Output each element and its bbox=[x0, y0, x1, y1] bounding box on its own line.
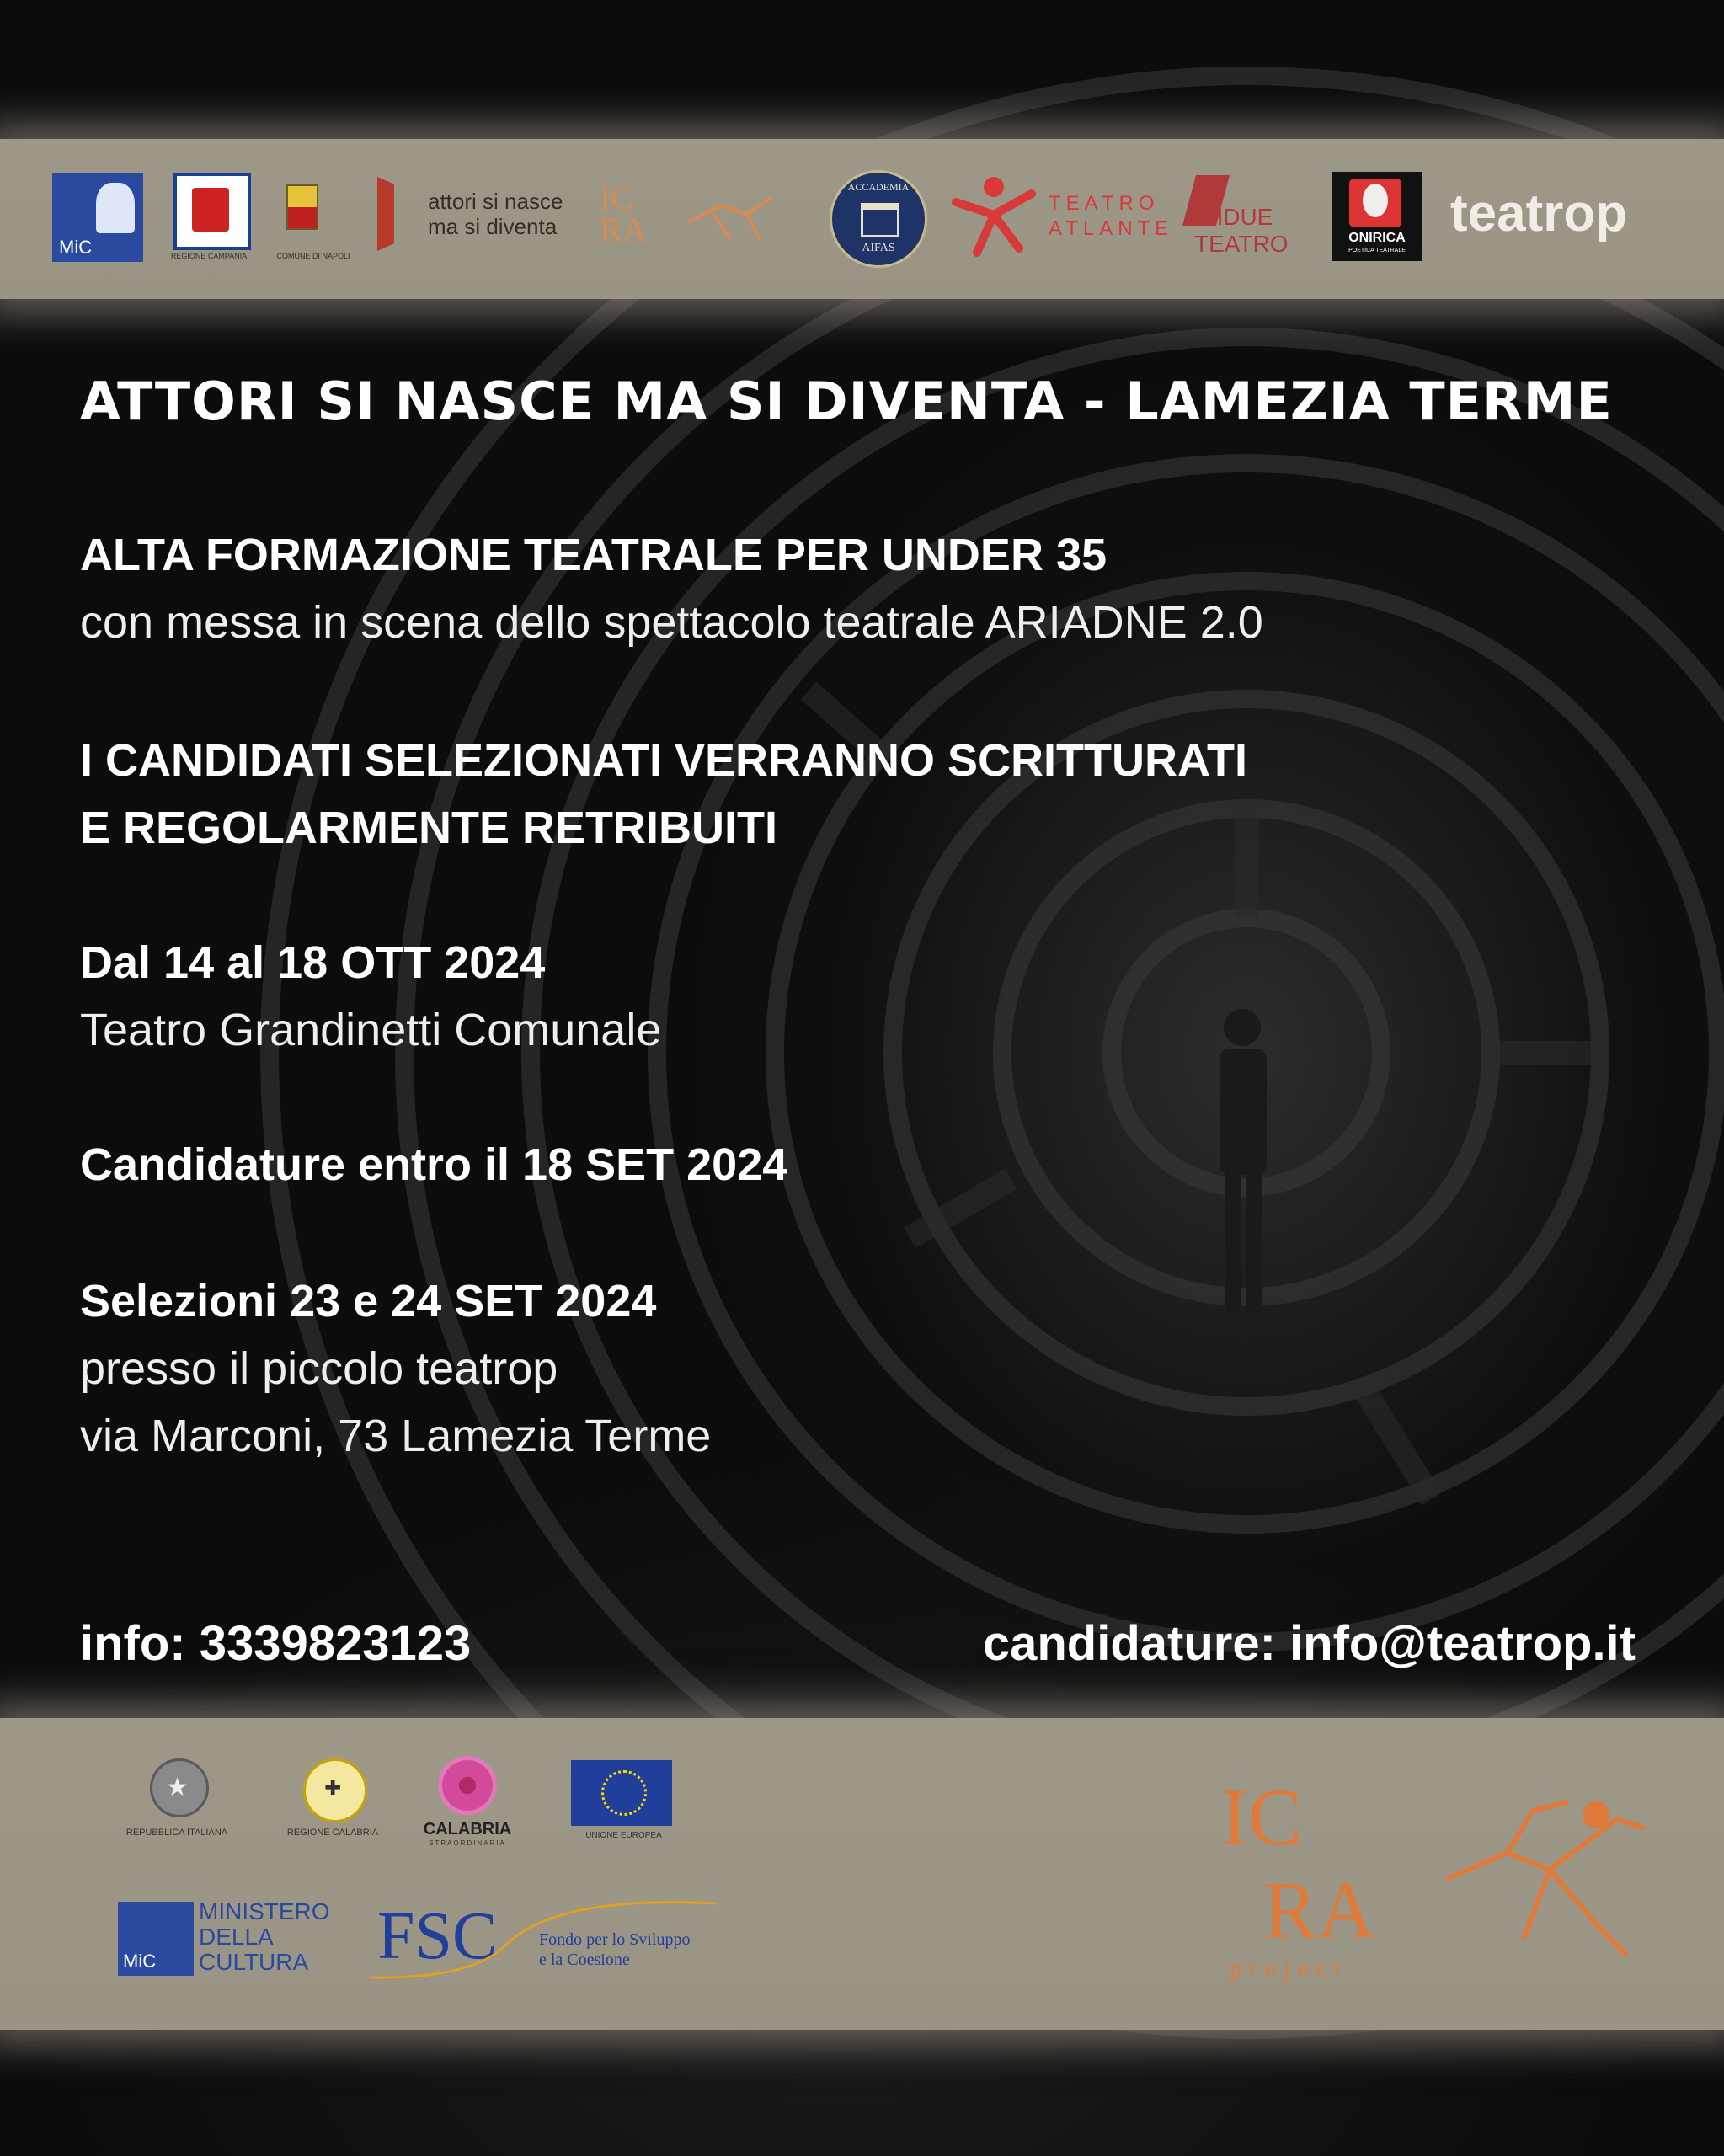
icra-project-logo: IC RA project bbox=[1221, 1777, 1676, 1988]
fsc-logo: FSC Fondo per lo Sviluppo e la Coesione bbox=[371, 1895, 724, 1988]
teatro-atlante-logo: TEATRO ATLANTE bbox=[947, 168, 1166, 261]
icra-logo-small: IC RA bbox=[600, 173, 785, 253]
teatrop-logo: teatrop bbox=[1450, 184, 1628, 243]
regione-calabria-logo: ✚ REGIONE CALABRIA bbox=[270, 1758, 396, 1851]
repubblica-italiana-logo: ★ REPUBBLICA ITALIANA bbox=[109, 1758, 244, 1851]
unione-europea-logo: UNIONE EUROPEA bbox=[571, 1760, 676, 1844]
course-venue: Teatro Grandinetti Comunale bbox=[80, 1005, 662, 1055]
hdue-teatro-logo: HDUE TEATRO bbox=[1186, 170, 1304, 263]
applications-email: candidature: info@teatrop.it bbox=[982, 1616, 1636, 1671]
selections-dates: Selezioni 23 e 24 SET 2024 bbox=[80, 1276, 657, 1326]
emblem-icon: ★ bbox=[150, 1758, 209, 1817]
icra-dancer-icon bbox=[1432, 1785, 1651, 1971]
course-dates: Dal 14 al 18 OTT 2024 bbox=[80, 937, 546, 988]
atlante-figure-icon bbox=[947, 168, 1040, 261]
candidates-line-1: I CANDIDATI SELEZIONATI VERRANNO SCRITTURATI bbox=[80, 735, 1247, 786]
flower-icon bbox=[438, 1756, 497, 1815]
ministero-cultura-logo: MiC MINISTERO DELLA CULTURA bbox=[118, 1895, 345, 1979]
accademia-aifas-logo: ACCADEMIA AIFAS bbox=[830, 170, 927, 268]
eu-flag-icon bbox=[571, 1760, 672, 1826]
selections-address: via Marconi, 73 Lamezia Terme bbox=[80, 1411, 712, 1461]
regione-campania-logo: REGIONE CAMPANIA bbox=[167, 173, 251, 261]
course-subtitle: con messa in scena dello spettacolo teatrale ARIADNE 2.0 bbox=[80, 597, 1263, 648]
comune-napoli-logo: COMUNE DI NAPOLI bbox=[263, 173, 364, 265]
event-title: ATTORI SI NASCE MA SI DIVENTA - LAMEZIA TERME bbox=[80, 371, 1613, 432]
selections-place: presso il piccolo teatrop bbox=[80, 1343, 558, 1394]
onirica-logo: ONIRICA POETICA TEATRALE bbox=[1332, 172, 1422, 261]
course-heading: ALTA FORMAZIONE TEATRALE PER UNDER 35 bbox=[80, 530, 1108, 580]
attori-si-nasce-logo: attori si nasce ma si diventa bbox=[377, 175, 584, 255]
calabria-crest-icon: ✚ bbox=[303, 1758, 367, 1822]
info-phone: info: 3339823123 bbox=[80, 1616, 472, 1671]
calabria-straordinaria-logo: CALABRIA STRAORDINARIA bbox=[413, 1756, 522, 1857]
icra-figure-icon bbox=[680, 180, 781, 248]
candidates-line-2: E REGOLARMENTE RETRIBUITI bbox=[80, 803, 778, 853]
mic-logo: MiC bbox=[52, 173, 143, 262]
application-deadline: Candidature entro il 18 SET 2024 bbox=[80, 1139, 788, 1190]
person-figure bbox=[1220, 1009, 1267, 1314]
